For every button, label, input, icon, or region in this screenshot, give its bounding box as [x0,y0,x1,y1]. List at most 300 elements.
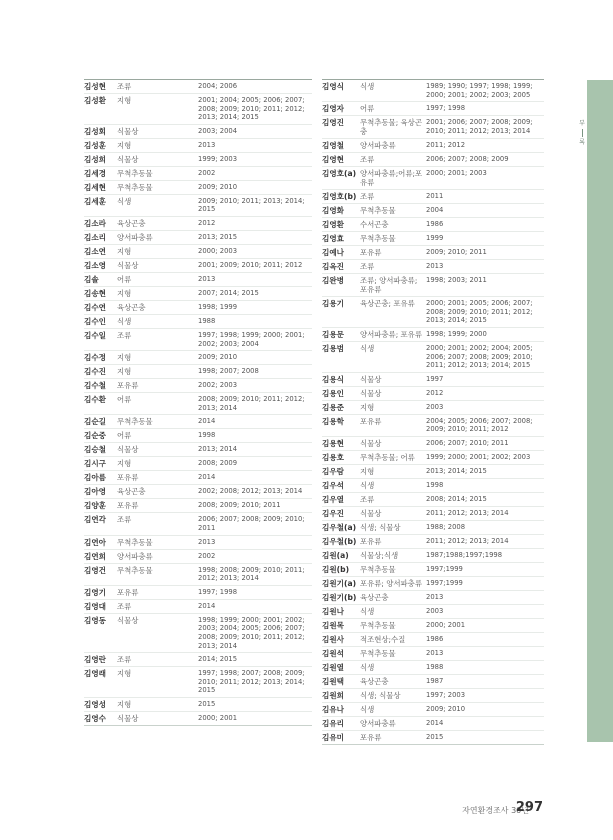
survey-years: 2000; 2001 [426,620,466,629]
survey-category: 지형 [360,402,375,412]
survey-category: 무척추동물 [360,234,396,244]
survey-years: 2011; 2012; 2013; 2014 [426,536,509,545]
list-item [84,428,312,442]
survey-years: 2014 [198,601,216,610]
survey-category: 육상곤충 [117,302,146,312]
list-item [322,688,544,702]
person-name: 김영대 [84,601,107,611]
survey-category: 수서곤충 [360,220,389,230]
survey-category: 지형 [117,353,132,363]
person-name: 김우철(a) [322,522,357,532]
survey-category: 식물상 [360,508,382,518]
survey-years: 1986 [426,220,444,229]
survey-years: 1997; 1998 [426,104,466,113]
person-name: 김승철 [84,445,107,455]
survey-category: 육상곤충 [360,676,389,686]
list-item [84,166,312,180]
person-name: 김완병 [322,276,345,286]
survey-category: 적조현상;수질 [360,634,406,644]
survey-years: 2011 [426,192,444,201]
person-name: 김원목 [322,620,345,630]
survey-years: 1997; 1998 [198,587,238,596]
person-name: 김용문 [322,329,345,339]
person-name: 김양훈 [84,501,107,511]
survey-years: 2013; 2015 [198,232,238,241]
list-item [322,632,544,646]
survey-category: 조류 [360,155,375,165]
survey-category: 지형 [117,367,132,377]
survey-years: 2013 [198,274,216,283]
survey-category: 식물상 [117,615,139,625]
survey-category: 양서파충류 [360,141,396,151]
person-name: 김순길 [84,417,107,427]
list-item [322,534,544,548]
list-item [322,231,544,245]
person-name: 김용인 [322,388,345,398]
list-item [322,327,544,341]
list-item [84,378,312,392]
survey-years: 2002; 2003 [198,381,238,390]
person-name: 김용호 [322,452,345,462]
list-item [84,244,312,258]
person-name: 김원열 [322,662,345,672]
survey-category: 어류 [117,274,132,284]
survey-years: 1997;1999 [426,578,463,587]
list-item [322,400,544,414]
person-name: 김세훈 [84,196,107,206]
survey-category: 식생; 식물상 [360,690,401,700]
person-name: 김영효 [322,234,345,244]
survey-years: 1998 [426,480,444,489]
survey-years: 2003 [426,402,444,411]
survey-category: 무척추동물 [117,537,153,547]
person-name: 김용학 [322,416,345,426]
survey-category: 육상곤충 [117,218,146,228]
list-item [322,492,544,506]
person-name: 김아영 [84,487,107,497]
list-item [322,576,544,590]
person-name: 김영철 [322,141,345,151]
list-item [322,436,544,450]
survey-years: 2014 [426,718,444,727]
survey-category: 조류 [117,655,132,665]
list-item [322,660,544,674]
survey-years: 1988 [198,316,216,325]
list-item [84,599,312,613]
survey-category: 조류 [117,601,132,611]
survey-years: 2015 [426,732,444,741]
list-item [84,272,312,286]
survey-years: 1998; 1999; 2000; 2001; 2002; 2003; 2004; 2005; 2006; 2007; 2008; 2009; 2010; 2011; 2012; 2013; 2014 [198,615,305,650]
survey-years: 2006; 2007; 2010; 2011 [426,438,509,447]
survey-category: 포유류; 양서파충류 [360,578,422,588]
person-name: 김수연 [84,302,107,312]
person-name: 김아름 [84,473,107,483]
person-name: 김수철 [84,381,107,391]
list-item [84,180,312,194]
survey-years: 2008; 2014; 2015 [426,494,487,503]
survey-years: 2002 [198,551,216,560]
person-name: 김영진 [322,118,345,128]
list-item [322,478,544,492]
list-item [84,666,312,697]
list-item [84,484,312,498]
survey-category: 식생 [360,662,375,672]
survey-category: 조류 [360,192,375,202]
person-name: 김우석 [322,480,345,490]
survey-years: 2013 [426,262,444,271]
list-item [322,604,544,618]
survey-years: 1999 [426,234,444,243]
survey-years: 1986 [426,634,444,643]
survey-years: 2000; 2001; 2002; 2004; 2005; 2006; 2007; 2008; 2009; 2010; 2011; 2012; 2013; 2014; 2015 [426,343,533,370]
survey-category: 무척추동물 [360,648,396,658]
survey-years: 1997 [426,374,444,383]
person-name: 김유미 [322,732,345,742]
person-name: 김우람 [322,466,345,476]
list-item [322,245,544,259]
survey-years: 2003; 2004 [198,126,238,135]
survey-category: 육상곤충; 포유류 [360,299,415,309]
list-item [322,386,544,400]
index-list [84,80,312,726]
person-name: 김소라 [84,218,107,228]
list-item [84,216,312,230]
survey-years: 2013; 2014; 2015 [426,466,487,475]
survey-category: 어류 [117,431,132,441]
list-item [322,506,544,520]
person-name: 김용범 [322,343,345,353]
list-item [322,562,544,576]
person-name: 김영성 [84,699,107,709]
survey-years: 2000; 2001; 2005; 2006; 2007; 2008; 2009; 2010; 2011; 2012; 2013; 2014; 2015 [426,299,533,325]
person-name: 김성현 [84,82,107,91]
list-item [322,372,544,386]
person-name: 김우진 [322,508,345,518]
survey-years: 2008; 2009 [198,459,238,468]
person-name: 김성환 [84,96,107,105]
section-label-bottom: 록 [579,139,585,146]
person-name: 김영호(a) [322,169,357,179]
person-name: 김성훈 [84,140,107,150]
survey-years: 2009; 2010 [426,704,466,713]
survey-category: 양서파충류;어류;포유류 [360,169,423,188]
survey-category: 지형 [117,699,132,709]
survey-years: 1999; 2003 [198,154,238,163]
person-name: 김세경 [84,168,107,178]
person-name: 김영자 [322,104,345,114]
survey-years: 1998; 2007; 2008 [198,367,259,376]
survey-category: 무척추동물 [360,620,396,630]
list-item [322,101,544,115]
survey-years: 2009; 2010 [198,353,238,362]
survey-category: 조류 [360,494,375,504]
list-item [322,730,544,744]
person-name: 김원택 [322,676,345,686]
survey-years: 2012 [426,388,444,397]
survey-category: 식생 [360,82,375,91]
survey-category: 식물상 [117,260,139,270]
survey-category: 식물상 [117,713,139,723]
list-item [84,328,312,350]
person-name: 김소연 [84,246,107,256]
person-name: 김영식 [322,82,345,91]
survey-category: 조류 [117,330,132,340]
person-name: 김유나 [322,704,345,714]
survey-category: 포유류 [117,501,139,511]
list-item [322,464,544,478]
person-name: 김용기 [322,299,345,309]
survey-years: 1998 [198,431,216,440]
survey-years: 1997; 1998; 2007; 2008; 2009; 2010; 2011; 2012; 2013; 2014; 2015 [198,669,305,695]
person-name: 김영환 [322,220,345,230]
list-item [84,300,312,314]
page-footer [0,795,613,819]
person-name: 김수환 [84,395,107,405]
survey-years: 2000; 2001 [198,713,238,722]
survey-years: 2015 [198,699,216,708]
survey-years: 2014; 2015 [198,655,238,664]
survey-category: 육상곤충 [360,592,389,602]
survey-category: 무척추동물 [360,564,396,574]
survey-category: 식물상 [117,154,139,164]
survey-category: 무척추동물 [117,182,153,192]
list-item [84,414,312,428]
survey-category: 지형 [117,96,132,105]
survey-category: 포유류 [117,587,139,597]
list-item [84,535,312,549]
list-item [322,296,544,327]
footer-title: 자연환경조사 30년 [462,806,529,815]
list-item [322,203,544,217]
survey-years: 1989; 1990; 1997; 1998; 1999; 2000; 2001; 2002; 2003; 2005 [426,82,533,99]
list-item [322,618,544,632]
survey-category: 어류 [360,104,375,114]
survey-years: 1987 [426,676,444,685]
list-item [84,258,312,272]
survey-years: 1987;1988;1997;1998 [426,550,503,559]
list-item [322,341,544,372]
survey-years: 2014 [198,473,216,482]
survey-category: 식생 [117,196,132,206]
list-item [84,711,312,725]
person-name: 김영호(b) [322,192,357,202]
survey-category: 지형 [117,140,132,150]
survey-years: 2001; 2004; 2005; 2006; 2007; 2008; 2009; 2010; 2011; 2012; 2013; 2014; 2015 [198,96,305,122]
person-name: 김원기(a) [322,578,357,588]
survey-category: 포유류 [360,536,382,546]
list-item [84,549,312,563]
survey-category: 무척추동물 [117,168,153,178]
index-list [322,80,544,745]
person-name: 김연각 [84,515,107,525]
person-name: 김연아 [84,537,107,547]
list-item [322,674,544,688]
survey-category: 양서파충류; 포유류 [360,329,422,339]
list-item [84,80,312,93]
person-name: 김영기 [84,587,107,597]
survey-category: 지형 [360,466,375,476]
list-item [84,230,312,244]
person-name: 김연희 [84,551,107,561]
list-item [84,613,312,652]
list-item [84,498,312,512]
list-item [322,450,544,464]
list-item [84,138,312,152]
list-item [84,152,312,166]
survey-years: 2011; 2012 [426,141,466,150]
person-name: 김원나 [322,606,345,616]
page-number: 297 [515,800,543,815]
survey-years: 2000; 2001; 2003 [426,169,487,178]
person-name: 김옥진 [322,262,345,272]
person-name: 김수일 [84,330,107,340]
survey-years: 2000; 2003 [198,246,238,255]
person-name: 김수인 [84,316,107,326]
person-name: 김원(b) [322,564,350,574]
survey-years: 2007; 2014; 2015 [198,288,259,297]
person-name: 김용식 [322,374,345,384]
list-item [84,470,312,484]
section-side-tab [587,80,613,742]
list-item [322,259,544,273]
survey-category: 식물상 [360,388,382,398]
survey-category: 양서파충류 [117,232,153,242]
list-item [322,414,544,436]
list-item [322,520,544,534]
list-item [84,364,312,378]
survey-years: 1997;1999 [426,564,463,573]
survey-years: 2013 [426,592,444,601]
person-name: 김세현 [84,182,107,192]
survey-years: 2004 [426,206,444,215]
person-name: 김수진 [84,367,107,377]
list-item [322,217,544,231]
survey-years: 2002 [198,168,216,177]
survey-category: 식생 [360,480,375,490]
person-name: 김원(a) [322,550,349,560]
list-item [322,189,544,203]
list-item [322,646,544,660]
survey-years: 2013 [198,537,216,546]
index-column-left [84,79,312,726]
survey-category: 무척추동물 [117,565,153,575]
person-name: 김원사 [322,634,345,644]
survey-years: 1998; 1999; 2000 [426,329,487,338]
person-name: 김순중 [84,431,107,441]
survey-years: 2004; 2005; 2006; 2007; 2008; 2009; 2010; 2011; 2012 [426,416,533,434]
list-item [84,512,312,534]
survey-category: 무척추동물; 어류 [360,452,415,462]
list-item [84,697,312,711]
list-item [322,273,544,296]
person-name: 김송현 [84,288,107,298]
section-label-divider [582,129,583,137]
survey-category: 식생 [360,704,375,714]
survey-years: 2008; 2009; 2010; 2011; 2012; 2013; 2014 [198,395,305,412]
person-name: 김영현 [322,155,345,165]
survey-years: 2012 [198,218,216,227]
list-item [84,286,312,300]
person-name: 김용현 [322,438,345,448]
list-item [84,563,312,585]
section-label [577,120,587,166]
survey-category: 지형 [117,459,132,469]
survey-years: 2013 [198,140,216,149]
survey-years: 1997; 1998; 1999; 2000; 2001; 2002; 2003; 2004 [198,330,305,348]
person-name: 김솔 [84,274,99,284]
survey-years: 1997; 2003 [426,690,466,699]
survey-category: 어류 [117,395,132,405]
list-item [84,194,312,216]
survey-years: 2002; 2008; 2012; 2013; 2014 [198,487,303,496]
person-name: 김소영 [84,260,107,270]
survey-years: 2009; 2010; 2011 [426,248,487,257]
person-name: 김원석 [322,648,345,658]
person-name: 김영란 [84,655,107,665]
list-item [322,590,544,604]
survey-years: 1988; 2008 [426,522,466,531]
person-name: 김영화 [322,206,345,216]
survey-years: 1998; 2003; 2011 [426,276,487,285]
person-name: 김원기(b) [322,592,357,602]
person-name: 김영동 [84,615,107,625]
survey-category: 식물상 [360,438,382,448]
survey-category: 지형 [117,288,132,298]
list-item [84,585,312,599]
survey-years: 1999; 2000; 2001; 2002; 2003 [426,452,531,461]
person-name: 김우철(b) [322,536,357,546]
survey-category: 포유류 [360,416,382,426]
person-name: 김영수 [84,713,107,723]
list-item [84,93,312,124]
list-item [84,350,312,364]
survey-category: 무척추동물 [117,417,153,427]
survey-years: 2006; 2007; 2008; 2009 [426,155,509,164]
survey-category: 식생 [360,606,375,616]
survey-years: 2013 [426,648,444,657]
survey-category: 포유류 [360,248,382,258]
person-name: 김용준 [322,402,345,412]
survey-years: 2008; 2009; 2010; 2011 [198,501,281,510]
list-item [322,115,544,138]
survey-category: 지형 [117,669,132,679]
survey-years: 2001; 2006; 2007; 2008; 2009; 2010; 2011; 2012; 2013; 2014 [426,118,533,135]
index-column-right [322,79,544,745]
person-name: 김시구 [84,459,107,469]
list-item [322,166,544,189]
list-item [84,392,312,414]
survey-category: 식물상 [117,445,139,455]
survey-years: 2014 [198,417,216,426]
person-name: 김원희 [322,690,345,700]
survey-category: 포유류 [360,732,382,742]
section-label-top: 부 [579,120,585,127]
survey-category: 조류 [117,515,132,525]
list-item [322,716,544,730]
list-item [84,456,312,470]
person-name: 김영건 [84,565,107,575]
list-item [322,548,544,562]
survey-category: 식생 [360,343,375,353]
survey-category: 식생 [117,316,132,326]
survey-years: 2011; 2012; 2013; 2014 [426,508,509,517]
survey-years: 2001; 2009; 2010; 2011; 2012 [198,260,303,269]
list-item [322,152,544,166]
survey-years: 2003 [426,606,444,615]
person-name: 김수정 [84,353,107,363]
list-item [84,652,312,666]
